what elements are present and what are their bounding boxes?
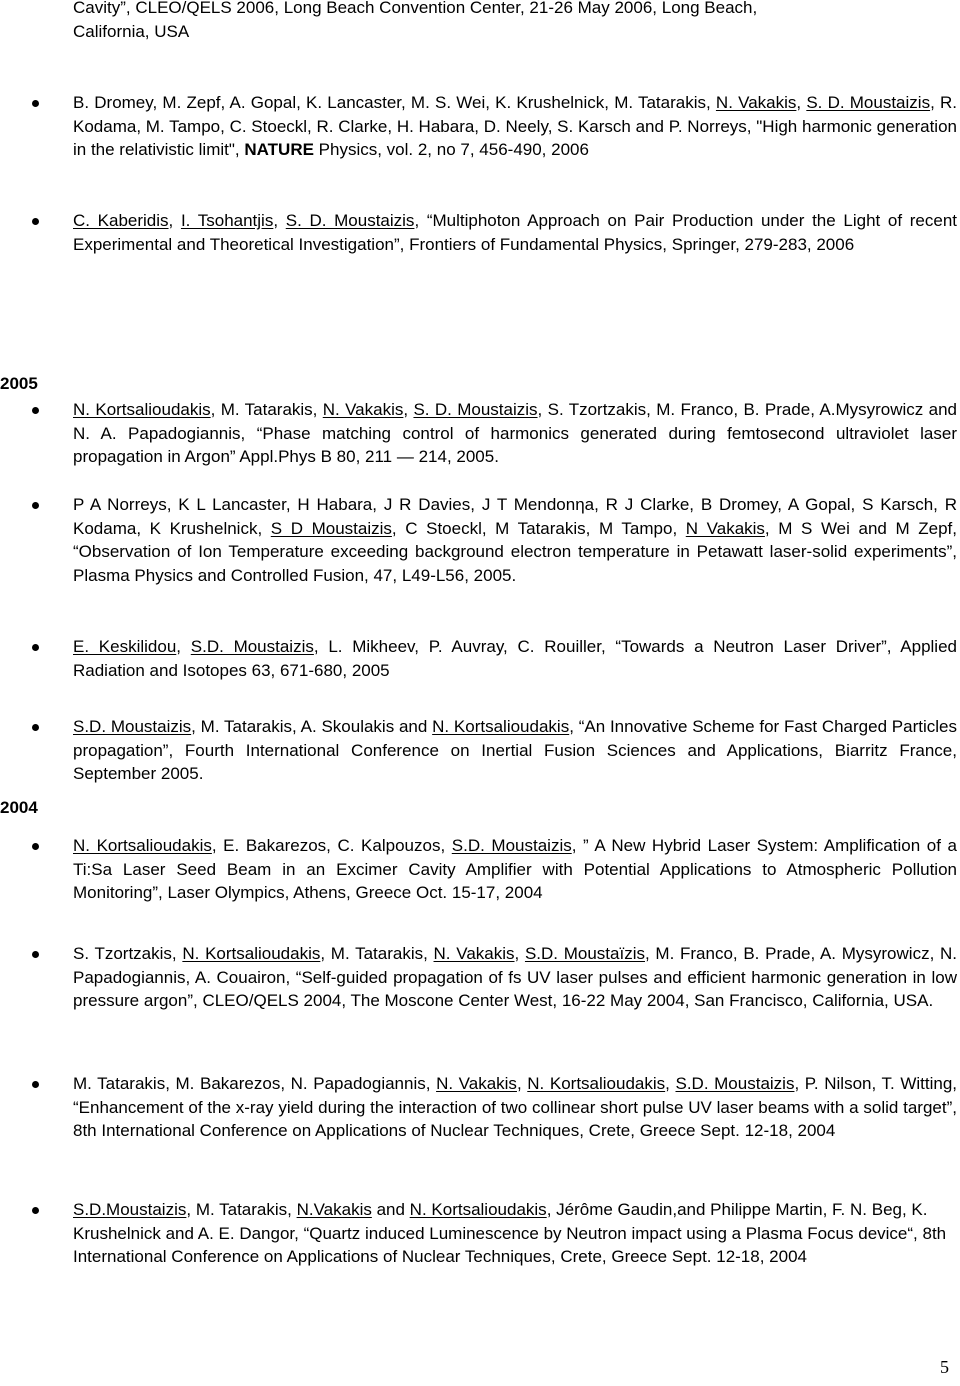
bullet-icon <box>32 1081 39 1088</box>
publication-citation <box>73 1074 957 1140</box>
author-name-underlined: C. Kaberidis <box>73 211 169 230</box>
publication-entry <box>73 1072 957 1143</box>
citation-text: M. Tatarakis, M. Bakarezos, N. Papadogiannis, <box>73 1074 437 1093</box>
publication-entry <box>73 209 957 256</box>
publication-entry <box>73 942 957 1013</box>
publication-citation <box>73 495 957 585</box>
author-name-underlined: E. Keskilidou <box>73 637 177 656</box>
bullet-icon <box>32 843 39 850</box>
bullet-icon <box>32 1207 39 1214</box>
author-name-underlined: N. Kortsalioudakis <box>182 944 321 963</box>
citation-text: , R. Kodama, M. Tampo, C. Stoeckl, R. Clarke, H. Habara, D. Neely, S. Karsch and P. Norreys, "High harmonic generation in the relativistic limit", <box>73 93 957 159</box>
author-name-underlined: N. Vakakis <box>433 944 515 963</box>
citation-text: , “Multiphoton Approach on Pair Production under the Light of recent Experimental and Theoretical Investigation”, Frontiers of Fundamental Physics, Springer, 279-283, 2006 <box>73 211 957 254</box>
author-name-underlined: S.D.Moustaizis <box>73 1200 187 1219</box>
bullet-icon <box>32 218 39 225</box>
author-name-underlined: S.D. Moustaïzis <box>524 944 645 963</box>
author-name-underlined: N. Kortsalioudakis <box>73 400 211 419</box>
publication-citation <box>73 211 957 254</box>
citation-text: , <box>273 211 286 230</box>
page-number: 5 <box>940 1357 949 1377</box>
publication-entry <box>73 834 957 905</box>
bullet-icon <box>32 407 39 414</box>
citation-text: , “An Innovative Scheme for Fast Charged Particles propagation”, Fourth International Conference on Inertial Fusion Sciences and Applications, Biarritz France, September 2005. <box>73 717 957 783</box>
citation-text: and <box>371 1200 410 1219</box>
citation-text: , <box>796 93 807 112</box>
year-heading-2004: 2004 <box>0 798 38 817</box>
publication-entry <box>73 1198 957 1269</box>
citation-text: , P. Nilson, T. Witting, “Enhancement of the x-ray yield during the interaction of two collinear short pulse UV laser beams with a solid target”, 8th International Conference on Applications of Nuclear Techniques, Crete, Greece Sept. 12-18, 2004 <box>73 1074 958 1140</box>
bullet-icon <box>32 502 39 509</box>
publication-entry <box>73 715 957 786</box>
citation-text: Physics, vol. 2, no 7, 456-490, 2006 <box>313 140 589 159</box>
citation-text: , L. Mikheev, P. Auvray, C. Rouiller, “Towards a Neutron Laser Driver”, Applied Radiation and Isotopes 63, 671-680, 2005 <box>73 637 957 680</box>
bullet-icon <box>32 951 39 958</box>
author-name-underlined: N. Vakakis <box>715 93 797 112</box>
author-name-underlined: N Vakakis <box>685 518 765 538</box>
citation-text: , <box>176 637 191 656</box>
citation-text: , <box>403 400 414 419</box>
publication-entry <box>73 493 957 587</box>
citation-text: , C Stoeckl, M Tatarakis, M Tampo, <box>391 518 686 538</box>
author-name-underlined: S D Moustaizis <box>270 518 392 538</box>
publication-citation <box>73 400 957 466</box>
citation-text: , <box>168 211 181 230</box>
publication-citation <box>73 93 957 159</box>
citation-text: P A Norreys, K L Lancaster, H Habara, J R Davies, J T Mendonηa, R J Clarke, B Dromey, A Gopal, S Karsch, R Kodama, K Krushelnick, <box>73 495 957 538</box>
citation-text: B. Dromey, M. Zepf, A. Gopal, K. Lancaster, M. S. Wei, K. Krushelnick, M. Tatarakis, <box>73 93 716 112</box>
publication-entry <box>73 398 957 469</box>
author-name-underlined: N. Kortsalioudakis <box>432 717 570 736</box>
publication-citation <box>73 717 957 783</box>
citation-text: , <box>665 1074 676 1093</box>
author-name-underlined: S. D. Moustaizis <box>806 93 931 112</box>
citation-text: , S. Tzortzakis, M. Franco, B. Prade, A.Mysyrowicz and N. A. Papadogiannis, “Phase matching control of harmonics generated during femtosecond ultraviolet laser propagation in Argon” Appl.Phys B 80, 211 — 214, 2005. <box>73 400 957 466</box>
author-name-underlined: S.D. Moustaizis <box>451 836 572 855</box>
publication-entry <box>73 91 957 162</box>
citation-text: , M. Tatarakis, <box>210 400 323 419</box>
publication-entry <box>73 635 957 682</box>
author-name-underlined: N.Vakakis <box>296 1200 372 1219</box>
author-name-underlined: N. Vakakis <box>436 1074 517 1093</box>
publication-citation <box>73 637 957 680</box>
citation-text: , ” A New Hybrid Laser System: Amplification of a Ti:Sa Laser Seed Beam in an Excimer Cavity Amplifier with Potential Applications to Atmospheric Pollution Monitoring”, Laser Olympics, Athens, Greece Oct. 15-17, 2004 <box>73 836 957 902</box>
author-name-underlined: S.D. Moustaizis <box>675 1074 795 1093</box>
citation-text: S. Tzortzakis, <box>73 944 183 963</box>
citation-text: , E. Bakarezos, C. Kalpouzos, <box>211 836 452 855</box>
publication-citation <box>73 836 957 902</box>
author-name-underlined: S.D. Moustaizis <box>190 637 314 656</box>
publication-citation <box>73 944 957 1010</box>
bullet-icon <box>32 724 39 731</box>
journal-name-bold: NATURE <box>244 140 314 159</box>
author-name-underlined: S. D. Moustaizis <box>413 400 538 419</box>
bullet-icon <box>32 644 39 651</box>
author-name-underlined: S. D. Moustaizis <box>285 211 415 230</box>
citation-text: , M. Tatarakis, <box>320 944 434 963</box>
author-name-underlined: S.D. Moustaizis <box>73 717 192 736</box>
author-name-underlined: N. Kortsalioudakis <box>73 836 212 855</box>
continuation-line-1: Cavity”, CLEO/QELS 2006, Long Beach Convention Center, 21-26 May 2006, Long Beach, <box>73 0 758 17</box>
citation-text: , <box>516 1074 528 1093</box>
continuation-text <box>73 0 957 43</box>
citation-text: , Jérôme Gaudin,and Philippe Martin, F. N. Beg, K. Krushelnick and A. E. Dangor, “Quartz induced Luminescence by Neutron impact using a Plasma Focus device“, 8th International Conference on Applications of Nuclear Techniques, Crete, Greece Sept. 12-18, 2004 <box>73 1200 947 1266</box>
citation-text: , M. Tatarakis, <box>186 1200 297 1219</box>
author-name-underlined: I. Tsohantjis <box>180 211 274 230</box>
year-heading-2005: 2005 <box>0 374 38 393</box>
author-name-underlined: N. Kortsalioudakis <box>409 1200 547 1219</box>
continuation-line-2: California, USA <box>73 21 190 41</box>
author-name-underlined: N. Kortsalioudakis <box>527 1074 666 1093</box>
bullet-icon <box>32 100 39 107</box>
citation-text: , M S Wei and M Zepf, “Observation of Ion Temperature exceeding background electron temperature in Petawatt laser-solid experiments”, Plasma Physics and Controlled Fusion, 47, L49-L56, 2005. <box>73 518 957 585</box>
citation-text: , <box>514 944 525 963</box>
citation-text: , M. Tatarakis, A. Skoulakis and <box>191 717 433 736</box>
author-name-underlined: N. Vakakis <box>322 400 404 419</box>
citation-text: , M. Franco, B. Prade, A. Mysyrowicz, N. Papadogiannis, A. Couairon, “Self-guided propagation of fs UV laser pulses and efficient harmonic generation in low pressure argon”, CLEO/QELS 2004, The Moscone Center West, 16-22 May 2004, San Francisco, California, USA. <box>73 944 957 1010</box>
publication-citation <box>73 1200 946 1266</box>
